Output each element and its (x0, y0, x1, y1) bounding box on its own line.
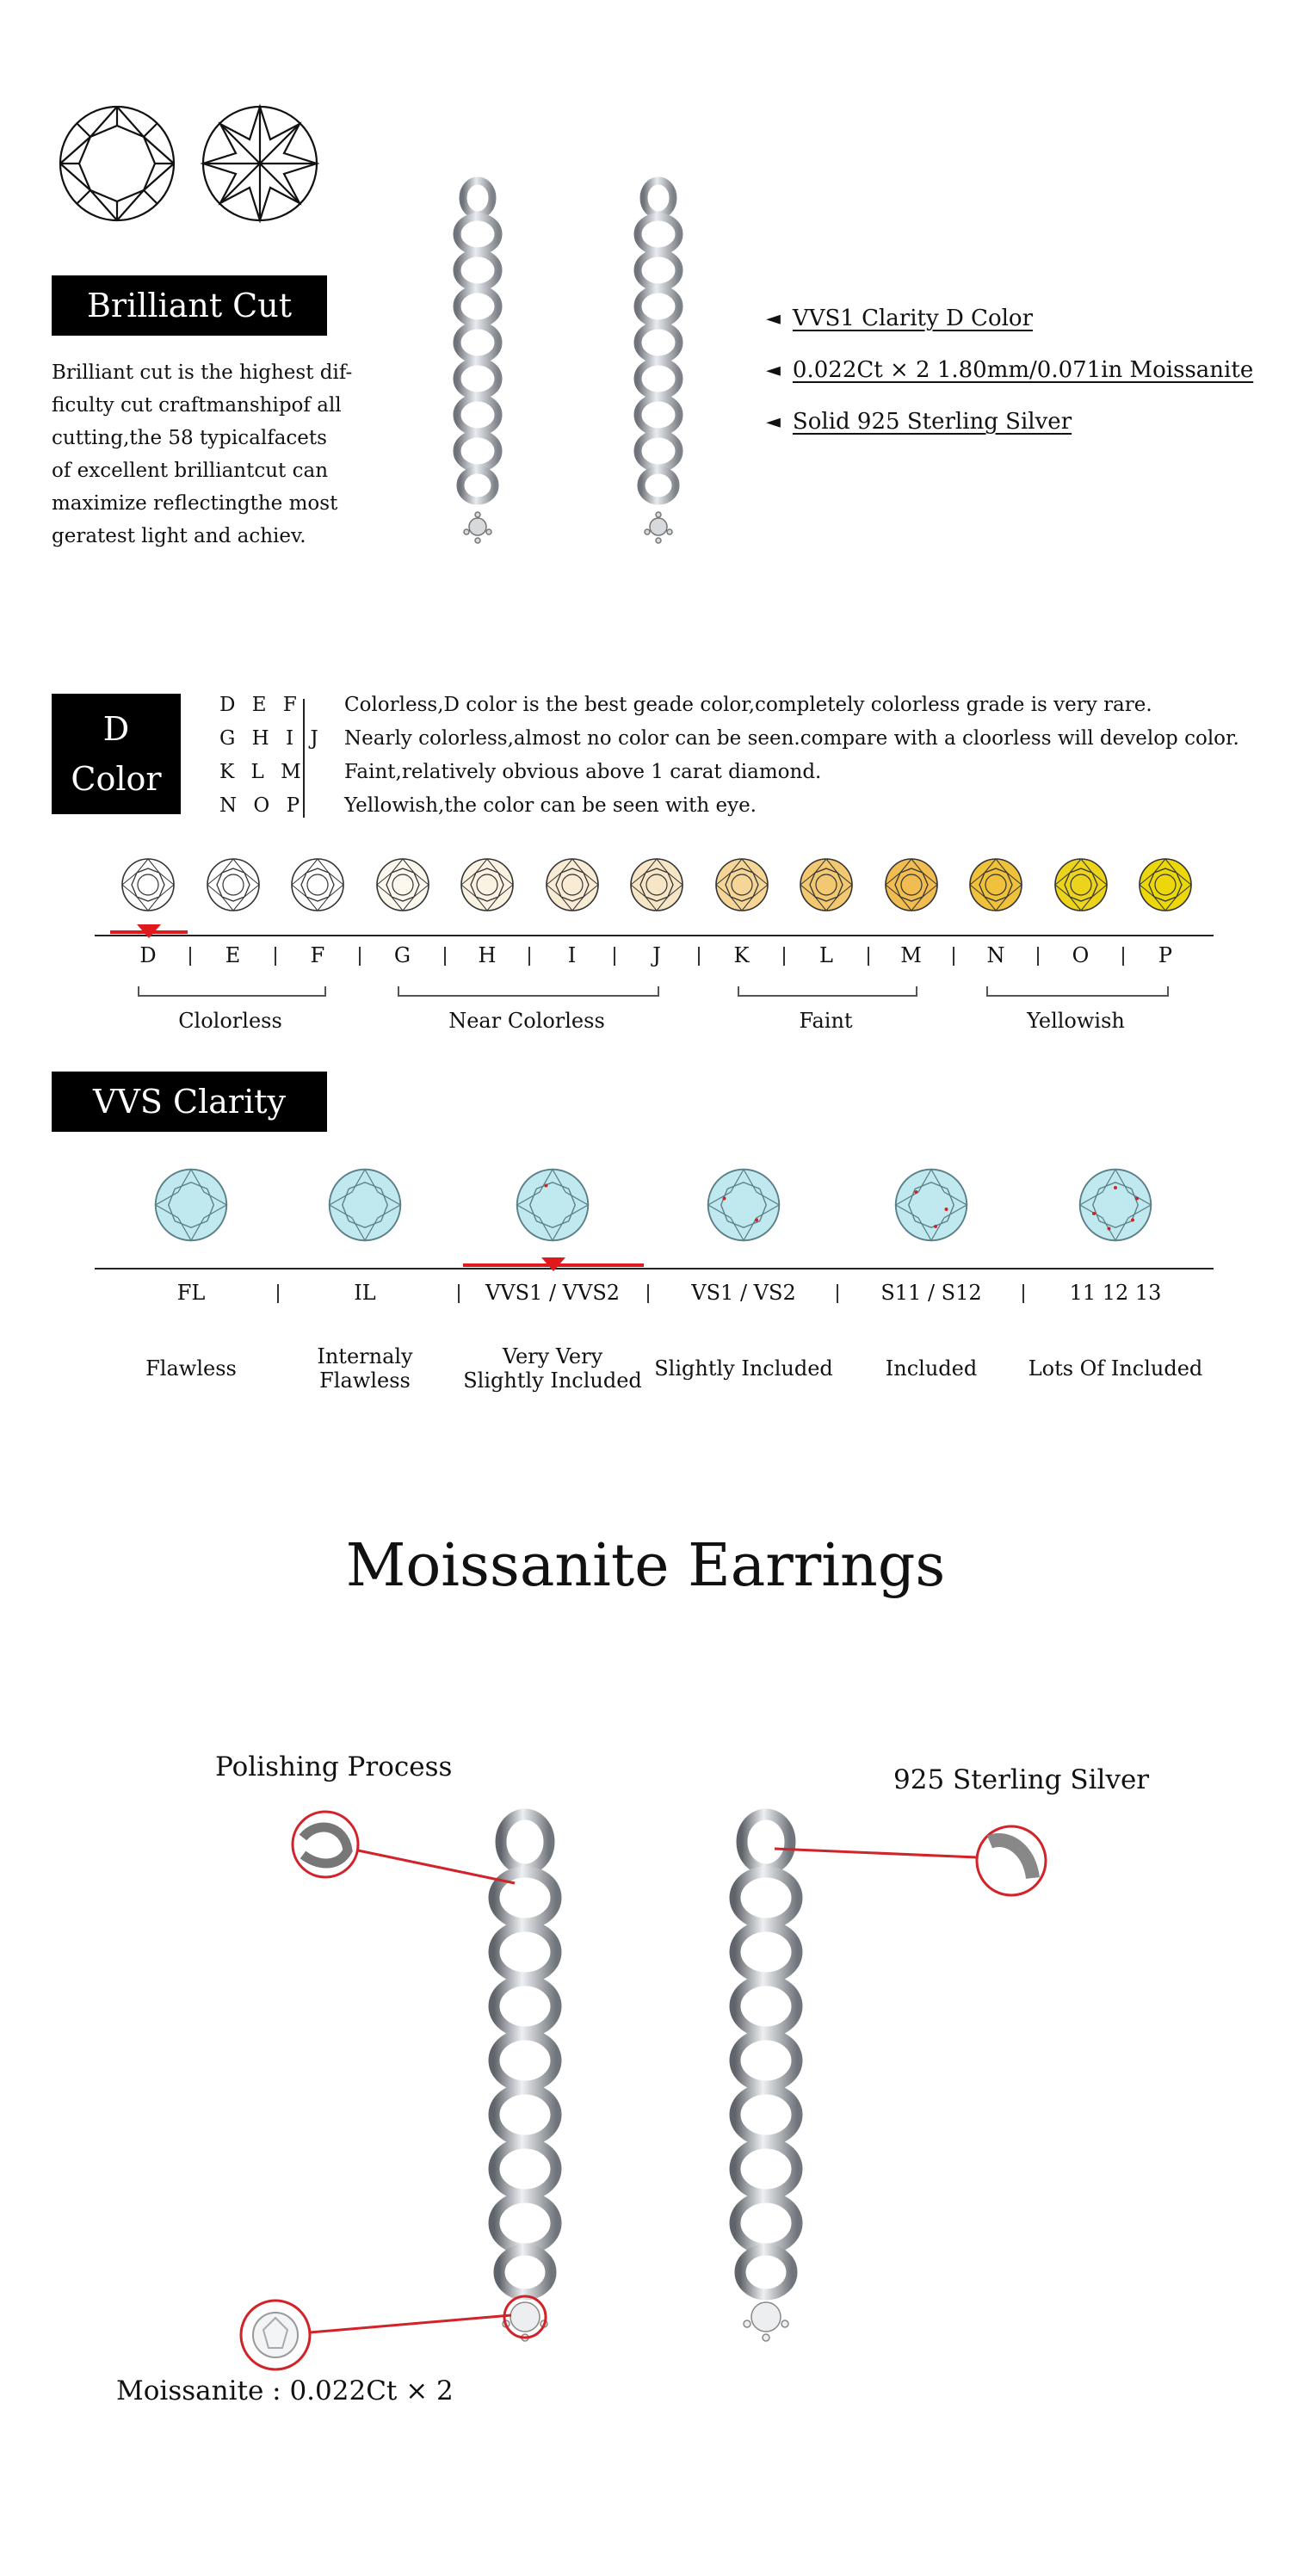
color-scale-label-g: G (393, 943, 411, 967)
color-scale-label-l: L (819, 943, 833, 967)
color-gem-j-icon (628, 856, 685, 913)
color-gem-h-icon (459, 856, 516, 913)
scale-separator (837, 1284, 838, 1303)
callout-silver-zoom-icon (775, 1826, 1046, 1895)
callout-polishing-process: Polishing Process (215, 1751, 453, 1782)
color-gem-row (0, 856, 1291, 917)
clarity-gem-icon (1077, 1166, 1154, 1244)
clarity-scale-labels (0, 1281, 1291, 1312)
scale-separator (783, 947, 785, 966)
color-scale-axis (95, 935, 1214, 936)
callout-sterling-silver: 925 Sterling Silver (893, 1764, 1150, 1795)
clarity-description-label: Included (885, 1356, 978, 1381)
color-scale-label-i: I (567, 943, 577, 967)
color-gem-k-icon (713, 856, 770, 913)
scale-separator (1022, 1284, 1024, 1303)
spec-list (766, 293, 1265, 448)
earrings-product-image (430, 172, 723, 568)
brilliant-cut-description: Brilliant cut is the highest dif- ficulty cut craftmanshipof all cutting,the 58 typicalfacets of excellent brilliantcut can maximize reflectingthe most geratest light and achiev. (52, 361, 353, 547)
color-scale-label-h: H (478, 943, 497, 967)
color-scale-label-d: D (139, 943, 157, 967)
group-label-near-colorless: Near Colorless (448, 1009, 605, 1033)
scale-separator (458, 1284, 460, 1303)
group-label-faint: Faint (799, 1009, 853, 1033)
clarity-gem-icon (705, 1166, 782, 1244)
clarity-scale-axis (95, 1268, 1214, 1269)
scale-separator (528, 947, 530, 966)
color-scale-label-j: J (652, 943, 661, 967)
bracket-yellowish (986, 986, 1169, 997)
color-scale-labels (0, 943, 1291, 974)
color-gem-l-icon (798, 856, 855, 913)
clarity-scale-label: FL (176, 1281, 206, 1305)
color-scale-label-o: O (1072, 943, 1090, 967)
scale-separator (189, 947, 191, 966)
callout-moissanite: Moissanite : 0.022Ct × 2 (116, 2375, 454, 2406)
product-title: Moissanite Earrings (345, 1532, 946, 1600)
scale-separator (953, 947, 954, 966)
clarity-selected-marker-icon (541, 1257, 565, 1271)
bracket-colorless (138, 986, 326, 997)
triangle-left-icon: ◄ (766, 359, 781, 381)
color-selected-marker-icon (137, 924, 161, 938)
bracket-near-colorless (398, 986, 659, 997)
scale-separator (1122, 947, 1124, 966)
group-label-yellowish: Yellowish (1027, 1009, 1125, 1033)
color-gem-g-icon (374, 856, 431, 913)
clarity-description-label: Internaly Flawless (317, 1344, 413, 1393)
color-gem-o-icon (1053, 856, 1109, 913)
color-gem-e-icon (205, 856, 262, 913)
triangle-left-icon: ◄ (766, 411, 781, 433)
scale-separator (614, 947, 615, 966)
clarity-scale-label: VVS1 / VVS2 (485, 1281, 621, 1305)
clarity-gem-icon (893, 1166, 970, 1244)
clarity-description-label: Very Very Slightly Included (463, 1344, 642, 1393)
color-grade-table (219, 689, 1278, 823)
clarity-gem-icon (514, 1166, 591, 1244)
scale-separator (359, 947, 361, 966)
color-grade-row: D E F Colorless,D color is the best geade color,completely colorless grade is very rare. (219, 694, 1152, 716)
clarity-scale-label: VS1 / VS2 (691, 1281, 796, 1305)
triangle-left-icon: ◄ (766, 307, 781, 330)
clarity-gem-icon (152, 1166, 230, 1244)
color-scale-label-f: F (310, 943, 325, 967)
clarity-description-label: Slightly Included (654, 1356, 833, 1381)
brilliant-cut-title: Brilliant Cut (52, 275, 327, 336)
clarity-title: VVS Clarity (52, 1072, 327, 1132)
color-gem-i-icon (544, 856, 601, 913)
detail-earring-right (735, 1814, 797, 2295)
callout-moissanite-zoom-icon (241, 2296, 546, 2369)
earring-left (457, 181, 498, 501)
color-gem-p-icon (1137, 856, 1194, 913)
brilliant-cut-gem-top-icon (57, 103, 177, 224)
clarity-description-label: Flawless (145, 1356, 237, 1381)
color-gem-n-icon (967, 856, 1024, 913)
clarity-description-label: Lots Of Included (1028, 1356, 1203, 1381)
spec-item: ◄ 0.022Ct × 2 1.80mm/0.071in Moissanite (766, 357, 1254, 383)
bracket-faint (738, 986, 917, 997)
color-gem-m-icon (883, 856, 940, 913)
scale-separator (1037, 947, 1039, 966)
scale-separator (444, 947, 446, 966)
callout-polishing-zoom-icon (293, 1812, 515, 1883)
clarity-description-labels (0, 1344, 1291, 1413)
color-gem-d-icon (120, 856, 176, 913)
color-grade-row: N O P Yellowish,the color can be seen with eye. (219, 794, 757, 817)
group-label-colorless: Clolorless (178, 1009, 282, 1033)
clarity-gem-icon (326, 1166, 404, 1244)
scale-separator (868, 947, 869, 966)
color-title-box: D Color (52, 694, 181, 814)
spec-item: ◄ Solid 925 Sterling Silver (766, 409, 1072, 435)
clarity-scale-label: IL (354, 1281, 376, 1305)
color-scale-label-e: E (225, 943, 241, 967)
color-scale-label-n: N (986, 943, 1005, 967)
spec-item: ◄ VVS1 Clarity D Color (766, 306, 1034, 331)
earring-right (638, 181, 679, 501)
scale-separator (647, 1284, 649, 1303)
color-grade-row: G H I J Nearly colorless,almost no color can be seen.compare with a cloorless will develop color. (219, 727, 1239, 750)
scale-separator (275, 947, 276, 966)
clarity-scale-label: 11 12 13 (1069, 1281, 1162, 1305)
clarity-scale-label: S11 / S12 (880, 1281, 982, 1305)
earrings-detail-image (0, 1773, 1291, 2375)
color-scale-label-k: K (733, 943, 750, 967)
scale-separator (277, 1284, 279, 1303)
color-scale-label-m: M (900, 943, 922, 967)
color-scale-label-p: P (1158, 943, 1173, 967)
color-grade-row: K L M Faint,relatively obvious above 1 carat diamond. (219, 761, 822, 783)
detail-earring-left (494, 1814, 556, 2295)
brilliant-cut-gem-bottom-icon (200, 103, 320, 224)
clarity-gem-row (0, 1166, 1291, 1244)
color-gem-f-icon (289, 856, 346, 913)
scale-separator (698, 947, 700, 966)
